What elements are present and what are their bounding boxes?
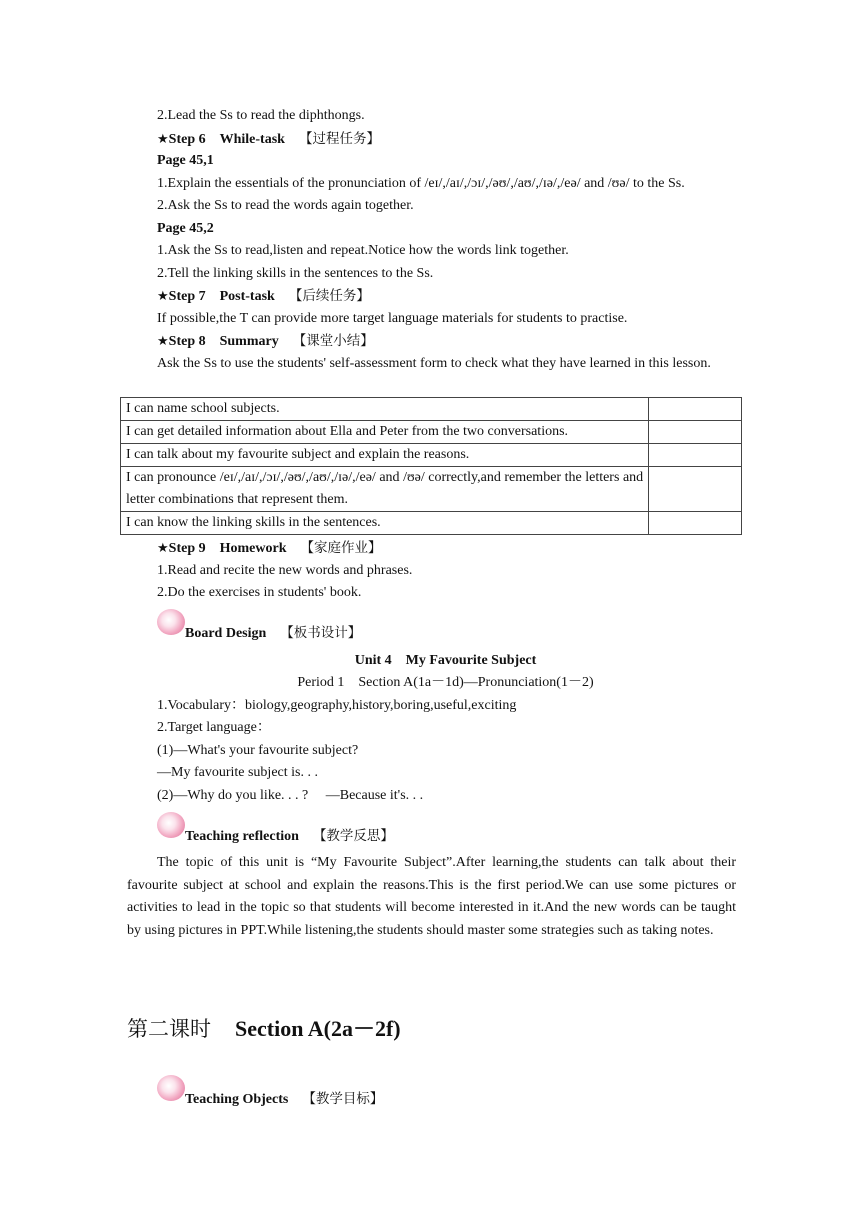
- teaching-objects-heading: [185, 1088, 383, 1110]
- board-period: Period 1 Section A(1a－1d)—Pronunciation(1－2): [297, 675, 594, 690]
- step-cn-label: 【后续任务】: [288, 288, 370, 304]
- step-subtitle: Post-task: [219, 289, 275, 304]
- step-cn-label: 【过程任务】: [298, 131, 380, 147]
- check-cell[interactable]: [649, 467, 742, 512]
- star-icon: ★: [157, 334, 169, 349]
- check-cell[interactable]: [649, 444, 742, 467]
- summary-paragraph: Ask the Ss to use the students' self‐assessment form to check what they have learned in this lesson.: [157, 356, 711, 371]
- step-title: Step 6: [168, 132, 206, 147]
- check-cell[interactable]: [649, 421, 742, 444]
- step-title: Step 7: [168, 289, 206, 304]
- reflection-heading: [185, 825, 394, 847]
- table-row: [121, 444, 742, 467]
- text-line: 2.Ask the Ss to read the words again together.: [157, 198, 414, 213]
- star-icon: ★: [157, 132, 169, 147]
- period-2-heading: [127, 1012, 401, 1046]
- step-7-heading: [157, 285, 370, 307]
- section-cn-label: 【教学反思】: [312, 828, 394, 844]
- step-cn-label: 【家庭作业】: [300, 540, 382, 556]
- table-row: [121, 398, 742, 421]
- text-line: 1.Explain the essentials of the pronunciation of /eɪ/,/aɪ/,/ɔɪ/,/əʊ/,/aʊ/,/ɪə/,/eə/ and /ʊə/ to the Ss.: [157, 176, 685, 191]
- reflection-paragraph: The topic of this unit is “My Favourite Subject”.After learning,the students can talk about their favourite subject at school and explain the reasons.This is the first period.We can use some pictures or activities to lead in the topic so that students will become interested in it.And the new words can be taught by using pictures in PPT.While listening,the students should master some strategies such as taking notes.: [127, 855, 736, 938]
- step-9-heading: [157, 537, 382, 559]
- text-line: 1.Vocabulary：biology,geography,history,boring,useful,exciting: [157, 698, 517, 713]
- period-section-label: Section A(2a－2f): [235, 1016, 401, 1041]
- text-line: (2)—Why do you like. . . ? —Because it's. . .: [157, 788, 424, 803]
- table-cell: I can know the linking skills in the sentences.: [121, 512, 649, 535]
- text-line: If possible,the T can provide more target language materials for students to practise.: [157, 311, 628, 326]
- star-icon: ★: [157, 541, 169, 556]
- text-line: 1.Read and recite the new words and phrases.: [157, 563, 413, 578]
- board-unit-title: Unit 4 My Favourite Subject: [354, 653, 537, 668]
- section-heading: Teaching Objects: [185, 1092, 289, 1107]
- step-subtitle: While-task: [219, 132, 285, 147]
- step-6-heading: [157, 128, 380, 150]
- star-icon: ★: [157, 289, 169, 304]
- step-cn-label: 【课堂小结】: [292, 333, 374, 349]
- text-line: —My favourite subject is. . .: [157, 765, 318, 780]
- self-assessment-table: [120, 397, 742, 535]
- section-heading: Teaching reflection: [185, 829, 299, 844]
- flower-bullet-icon: [157, 812, 185, 838]
- section-cn-label: 【教学目标】: [302, 1091, 384, 1107]
- text-line: (1)—What's your favourite subject?: [157, 743, 359, 758]
- step-subtitle: Summary: [219, 334, 279, 349]
- page-ref: Page 45,2: [157, 221, 214, 236]
- table-cell: I can talk about my favourite subject and explain the reasons.: [121, 444, 649, 467]
- text-line: 2.Target language：: [157, 720, 271, 735]
- page-ref: Page 45,1: [157, 153, 214, 168]
- period-cn-label: 第二课时: [127, 1017, 211, 1041]
- table-cell: I can get detailed information about Ella and Peter from the two conversations.: [121, 421, 649, 444]
- table-cell: I can name school subjects.: [121, 398, 649, 421]
- section-heading: Board Design: [185, 626, 267, 641]
- table-row: [121, 512, 742, 535]
- text-line: 1.Ask the Ss to read,listen and repeat.Notice how the words link together.: [157, 243, 569, 258]
- text-line: 2.Do the exercises in students' book.: [157, 585, 362, 600]
- table-row: [121, 467, 742, 512]
- check-cell[interactable]: [649, 512, 742, 535]
- board-design-heading: [185, 622, 361, 644]
- step-title: Step 8: [168, 334, 206, 349]
- flower-bullet-icon: [157, 1075, 185, 1101]
- check-cell[interactable]: [649, 398, 742, 421]
- flower-bullet-icon: [157, 609, 185, 635]
- section-cn-label: 【板书设计】: [280, 625, 362, 641]
- step-title: Step 9: [168, 541, 206, 556]
- text-line: 2.Tell the linking skills in the sentences to the Ss.: [157, 266, 434, 281]
- table-row: [121, 421, 742, 444]
- step-8-heading: [157, 330, 374, 352]
- text-line: 2.Lead the Ss to read the diphthongs.: [157, 108, 365, 123]
- step-subtitle: Homework: [219, 541, 287, 556]
- table-cell: I can pronounce /eɪ/,/aɪ/,/ɔɪ/,/əʊ/,/aʊ/,/ɪə/,/eə/ and /ʊə/ correctly,and remember the letters and letter combinations that represent them.: [121, 467, 649, 512]
